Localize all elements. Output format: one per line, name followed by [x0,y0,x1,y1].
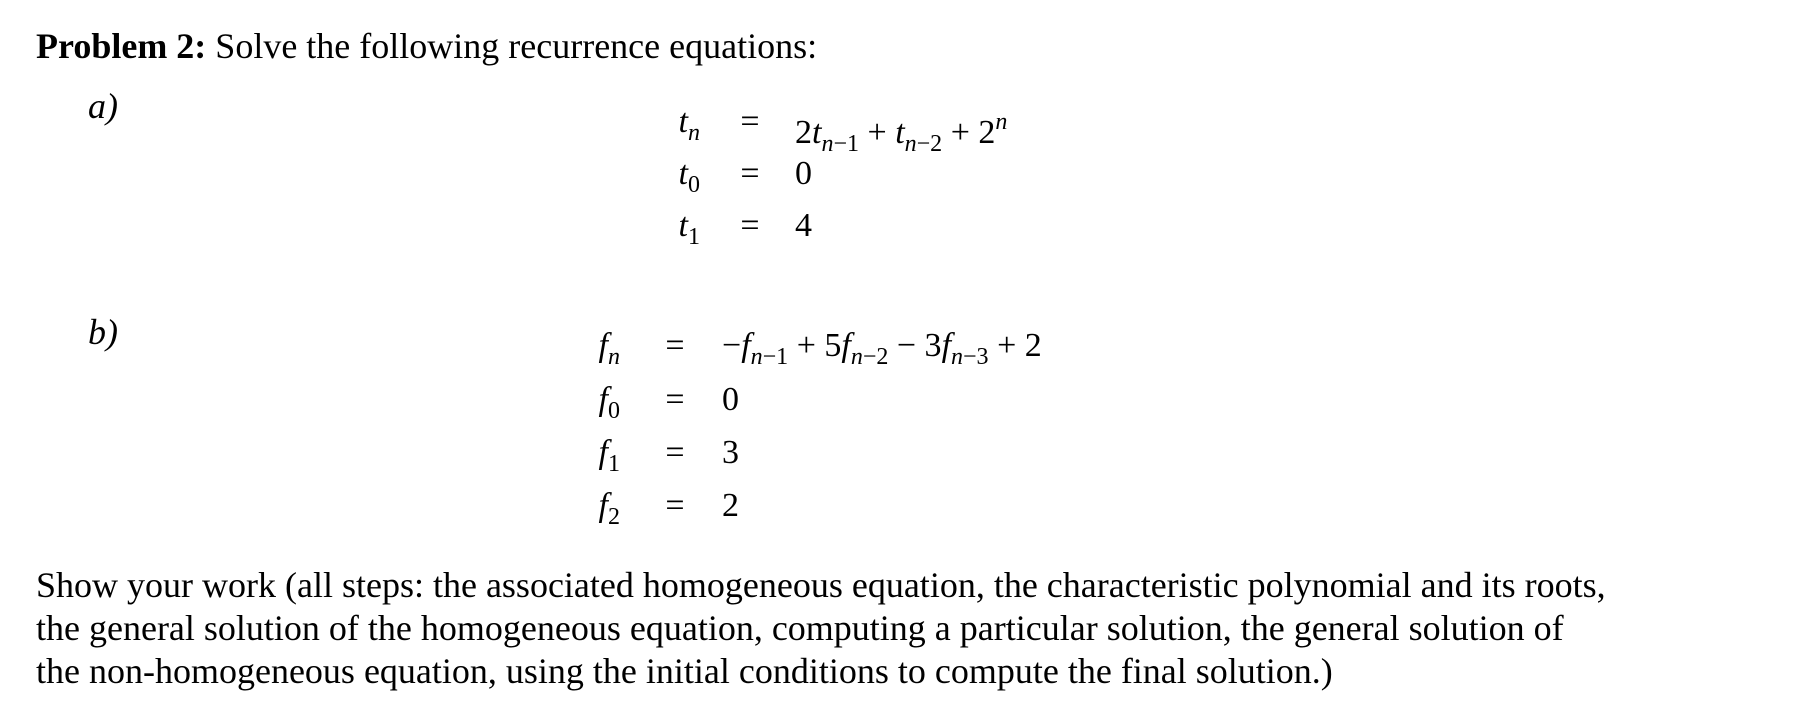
problem-number: Problem 2: [36,26,207,66]
part-a-lhs-2: $t_1$ [678,207,700,250]
part-a-lhs-0: $t_n$ [678,103,700,146]
part-b-lhs-3: $f_2$ [598,487,620,530]
equals-sign: = [665,381,685,418]
part-b-lhs-2: $f_1$ [598,434,620,477]
part-a-rhs-2: 4 [795,207,812,244]
instructions-line: the general solution of the homogeneous equation, computing a particular solution, the general solution of [36,608,1564,648]
equals-sign: = [665,434,685,471]
part-b-label: b) [88,312,118,352]
part-a-lhs-1: $t_0$ [678,155,700,198]
problem-heading [36,24,817,68]
part-b-rhs-1: 0 [722,381,739,418]
equals-sign: = [740,155,760,192]
equals-sign: = [665,327,685,364]
problem-statement: Solve the following recurrence equations: [215,26,818,66]
equals-sign: = [740,103,760,140]
equals-sign: = [740,207,760,244]
instructions-line: the non-homogeneous equation, using the initial conditions to compute the final solution.) [36,651,1333,691]
part-b-rhs-3: 2 [722,487,739,524]
part-b-lhs-1: $f_0$ [598,381,620,424]
instructions-line: Show your work (all steps: the associated homogeneous equation, the characteristic polynomial and its roots, [36,565,1606,605]
part-b-lhs-0: $f_n$ [598,327,620,370]
equals-sign: = [665,487,685,524]
part-b-rhs-2: 3 [722,434,739,471]
part-a-label: a) [88,86,118,126]
instructions-paragraph [36,564,1736,693]
part-a-rhs-1: 0 [795,155,812,192]
part-a-rhs-0: $2t_{n-1} + t_{n-2} + 2^n$ [795,109,1008,157]
part-b-rhs-0: $-f_{n-1} + 5f_{n-2} - 3f_{n-3} + 2$ [722,327,1042,370]
